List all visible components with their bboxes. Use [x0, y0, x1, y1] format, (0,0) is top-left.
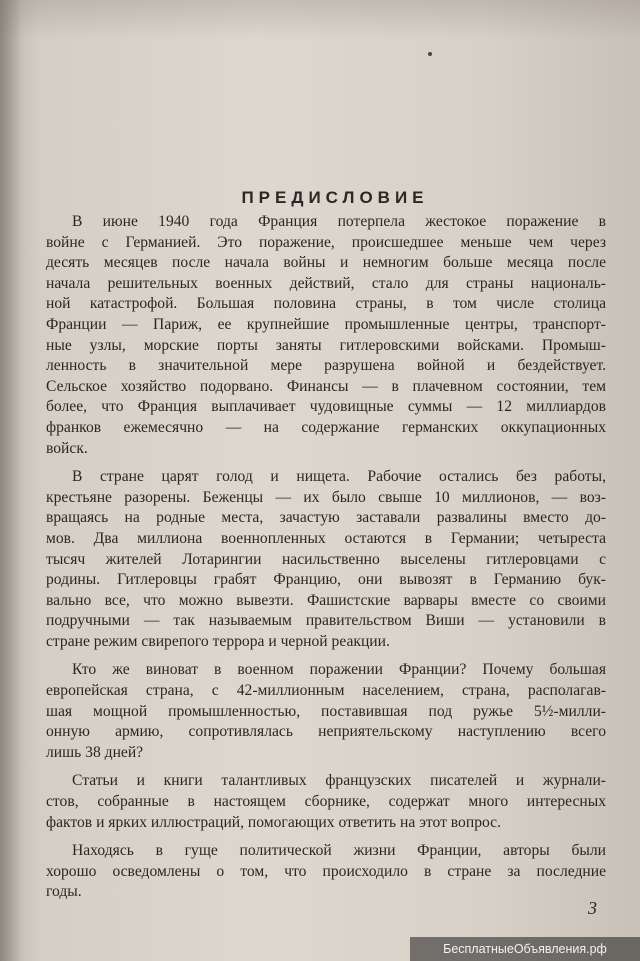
- text-line: лишь 38 дней?: [46, 743, 144, 761]
- text-line: более, что Франция выплачивает чудовищные суммы — 12 миллиардов: [46, 398, 606, 416]
- text-line: вально все, что можно вывезти. Фашистские варвары вместе со своими: [46, 591, 606, 609]
- paragraph-gap: [46, 459, 606, 467]
- paragraph-gap: [46, 763, 606, 771]
- text-line: ные узлы, морские порты заняты гитлеровскими войсками. Промыш-: [46, 336, 606, 354]
- page-top-shading: [0, 0, 640, 40]
- text-line: войск.: [46, 439, 88, 457]
- text-line: стране режим свирепого террора и черной реакции.: [46, 632, 390, 650]
- paragraph: [46, 771, 606, 833]
- text-line: Кто же виноват в военном поражении Франции? Почему большая: [72, 661, 606, 679]
- text-line: мов. Два миллиона военнопленных остаются в Германии; четыреста: [46, 529, 606, 547]
- text-line: Статьи и книги талантливых французских писателей и журнали-: [72, 772, 606, 790]
- text-line: тысяч жителей Лотарингии насильственно выселены гитлеровцами с: [46, 550, 606, 568]
- text-line: хорошо осведомлены о том, что происходило в стране за последние: [46, 862, 606, 880]
- paragraph: [46, 212, 606, 459]
- text-line: подручными — так называемым правительством Виши — установили в: [46, 612, 606, 630]
- text-line: онную армию, сопротивлялась неприятельскому наступлению всего: [46, 723, 606, 741]
- page-binding-shadow: [0, 0, 22, 961]
- paper-speck: [428, 52, 432, 56]
- paragraph-gap: [46, 652, 606, 660]
- text-line: стов, собранные в настоящем сборнике, содержат много интересных: [46, 793, 606, 811]
- paragraph: [46, 467, 606, 652]
- text-line: ной катастрофой. Большая половина страны, в том числе столица: [46, 295, 606, 313]
- text-line: фактов и ярких иллюстраций, помогающих ответить на этот вопрос.: [46, 813, 502, 831]
- text-line: В июне 1940 года Франция потерпела жестокое поражение в: [72, 213, 606, 230]
- text-line: годы.: [46, 883, 82, 901]
- text-line: десять месяцев после начала войны и немногим больше месяца после: [46, 254, 606, 272]
- text-line: Находясь в гуще политической жизни Франции, авторы были: [72, 842, 606, 860]
- text-line: войне с Германией. Это поражение, происшедшее меньше чем через: [46, 233, 606, 251]
- page-heading: ПРЕДИСЛОВИЕ: [241, 188, 429, 207]
- text-line: шая мощной промышленностью, поставившая под ружье 5½-милли-: [46, 702, 606, 720]
- text-line: крестьяне разорены. Беженцы — их было свыше 10 миллионов, — воз-: [46, 488, 606, 506]
- text-line: В стране царят голод и нищета. Рабочие остались без работы,: [72, 468, 606, 486]
- text-line: европейская страна, с 42-миллионным населением, страна, располагав-: [46, 682, 606, 700]
- text-line: вращаясь на родные места, зачастую заставали развалины вместо до-: [46, 509, 606, 527]
- site-watermark: БесплатныеОбъявления.рф: [410, 937, 640, 961]
- page-number: 3: [588, 898, 597, 918]
- text-line: Франции — Париж, ее крупнейшие промышленные центры, транспорт-: [46, 315, 606, 333]
- text-line: франков ежемесячно — на содержание германских оккупационных: [46, 418, 606, 436]
- text-line: родины. Гитлеровцы грабят Францию, они вывозят в Германию бук-: [46, 571, 606, 589]
- text-line: Сельское хозяйство подорвано. Финансы — в плачевном состоянии, тем: [46, 377, 606, 395]
- paragraph-gap: [46, 833, 606, 841]
- paragraph: [46, 660, 606, 763]
- paragraph: [46, 841, 606, 903]
- text-line: начала решительных военных действий, стало для страны националь-: [46, 274, 606, 292]
- body-text: [46, 212, 606, 903]
- text-line: ленность в значительной мере разрушена войной и бездействует.: [46, 357, 606, 375]
